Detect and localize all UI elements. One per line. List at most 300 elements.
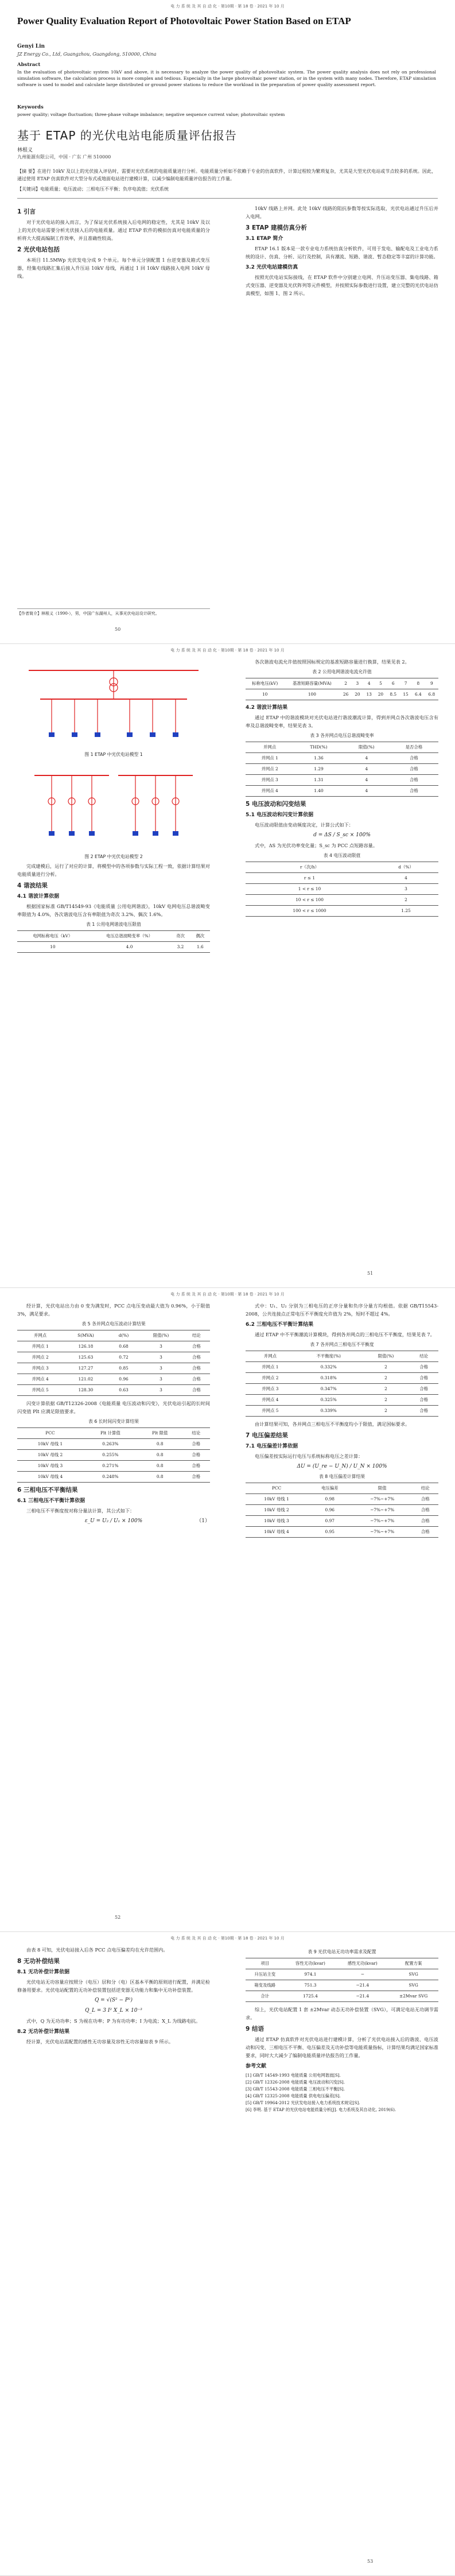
section-heading: 4.2 谐波计算结果 [246, 705, 288, 711]
table-cell: 100 < r ≤ 1000 [246, 906, 374, 917]
etap-model-figure-2 [17, 761, 210, 847]
page3-left-text-2 [17, 1399, 210, 1415]
table-cell: 100 [284, 689, 340, 700]
table-header-cell: 5 [375, 678, 386, 689]
table-row [246, 1406, 438, 1417]
table-7 [246, 1351, 438, 1417]
table-cell: 合格 [183, 1385, 210, 1396]
formula-line-reactive-loss: Q_L = 3 I² X_L × 10⁻³ [85, 2008, 142, 2014]
table-4 [246, 862, 438, 917]
table-header-cell: Plt 计算值 [83, 1428, 138, 1439]
page-number: 50 [115, 627, 121, 632]
table-9 [246, 1958, 438, 2002]
page3-right-text-1 [246, 1302, 438, 1339]
table-header-cell: 并网点 [17, 1330, 63, 1341]
table-cell: 0.8 [138, 1472, 182, 1483]
running-head: 电 力 系 统 及 其 自 动 化 · 第10期 · 第 18 卷 · 2021 年 10 月 [170, 1292, 285, 1297]
page3-right-column [246, 1302, 438, 1541]
english-keywords: power quality; voltage fluctuation; three-phase voltage imbalance; negative sequence current value; photovoltaic system [17, 112, 285, 117]
table-cell: SVG [388, 1980, 438, 1991]
author-footnote: 【作者简介】林根义（1990-），男，中国广东湖州人，从事光伏电站设计研究。 [17, 608, 210, 616]
table-cell: 8.5 [387, 689, 400, 700]
table-cell: 126.18 [63, 1341, 108, 1352]
table-cell: 2 [363, 1362, 410, 1373]
table-row [17, 1363, 210, 1374]
table-cell: 1.31 [294, 775, 343, 786]
table-header-cell: 结论 [409, 1351, 438, 1362]
table-cell: 合格 [182, 1461, 210, 1472]
table-cell: −7%~+7% [352, 1516, 413, 1527]
table-row [17, 1385, 210, 1396]
table-cell: r ≤ 1 [246, 873, 374, 884]
section-heading: 5.1 电压波动和闪变计算依据 [246, 812, 314, 818]
table-cell: 13 [363, 689, 375, 700]
table-header-cell: 4 [363, 678, 375, 689]
table-cell: 20 [375, 689, 386, 700]
formula-unbalance [17, 1517, 210, 1525]
table-cell: 3 [374, 884, 438, 895]
table-cell: 0.96 [308, 1505, 352, 1516]
etap-model-figure-1 [17, 659, 210, 745]
page4-left-column [17, 1946, 210, 2047]
table-cell: 并网点 2 [246, 764, 294, 775]
table-row [17, 1341, 210, 1352]
table-cell: 0.8 [138, 1439, 182, 1450]
table-cell: 合格 [390, 775, 438, 786]
page1-right-column [246, 204, 438, 298]
table-cell: 0.96 [108, 1374, 139, 1385]
paragraph: 本项目 11.5MWp 光伏发电分成 9 个单元。每个单元分别配置 1 台逆变器及箱式变压器，经集电线路汇集后接入升压站 10kV 母线，再通过 1 回 10kV 线路接入电网 10kV 母线。 [17, 257, 210, 279]
table-header-cell: 电网标称电压（kV） [17, 931, 88, 942]
table-cell: 1.6 [190, 942, 210, 953]
table-row [246, 786, 438, 797]
table-cell: 10 [17, 942, 88, 953]
running-head: 电 力 系 统 及 其 自 动 化 · 第10期 · 第 18 卷 · 2021 年 10 月 [170, 1936, 285, 1941]
table-cell: 2 [363, 1373, 410, 1384]
section-heading: 4.1 谐波计算依据 [17, 894, 60, 899]
table-cell: 4 [344, 753, 390, 764]
paragraph: 由表 8 可知，光伏电站接入后各 PCC 点电压偏差均在允许范围内。 [26, 1947, 168, 1953]
paragraph: 综上，光伏电站配置 1 套 ±2Mvar 动态无功补偿装置（SVG），可满足电站无功调节需求。 [246, 2007, 438, 2020]
table-row [17, 942, 210, 953]
table-row [246, 1384, 438, 1395]
table-header-cell: 偶次 [190, 931, 210, 942]
page-3 [0, 1288, 455, 1932]
reference-item: [1] GB/T 14549-1993 电能质量 公用电网谐波[S]. [246, 2073, 341, 2078]
section-heading: 7.1 电压偏差计算依据 [246, 1444, 298, 1449]
reference-item: [3] GB/T 15543-2008 电能质量 三相电压不平衡[S]. [246, 2086, 345, 2092]
table-header-cell: 8 [411, 678, 425, 689]
table-cell: 3 [139, 1374, 182, 1385]
table-cell: 合格 [390, 786, 438, 797]
section-heading: 6 三相电压不平衡结果 [17, 1487, 78, 1493]
section-heading: 4 谐波结果 [17, 882, 48, 889]
table-cell: 10kV 母线 3 [17, 1461, 83, 1472]
page-1 [0, 0, 455, 644]
table-cell: 0.271% [83, 1461, 138, 1472]
formula-reactive-power: Q = √(S² − P²) [94, 1997, 133, 2003]
table-cell: −7%~+7% [352, 1505, 413, 1516]
table-5-caption: 表 5 各并网点电压波动计算结果 [81, 1321, 146, 1326]
table-cell: −21.4 [336, 1980, 388, 1991]
section-heading: 8 无功补偿结果 [17, 1958, 60, 1965]
reference-item: [4] GB/T 12325-2008 电能质量 供电电压偏差[S]. [246, 2093, 341, 2098]
table-row [17, 1439, 210, 1450]
table-8 [246, 1483, 438, 1538]
figure-1-caption: 图 1 ETAP 中光伏电站模型 1 [84, 752, 143, 757]
table-cell: 1 < r ≤ 10 [246, 884, 374, 895]
table-cell: 合格 [182, 1439, 210, 1450]
table-cell: 4 [374, 873, 438, 884]
section-heading: 5 电压波动和闪变结果 [246, 801, 306, 808]
reference-item: [2] GB/T 12326-2008 电能质量 电压波动和闪变[S]. [246, 2080, 345, 2085]
table-header-cell: 9 [425, 678, 438, 689]
table-8-caption: 表 8 电压偏差计算结果 [318, 1474, 365, 1479]
table-cell: 3.2 [170, 942, 190, 953]
section-heading: 6.1 三相电压不平衡计算依据 [17, 1498, 85, 1504]
table-row [246, 884, 438, 895]
table-header-cell: PCC [246, 1483, 308, 1494]
table-header-cell: S(MVA) [63, 1330, 108, 1341]
page-2 [0, 644, 455, 1288]
table-cell: 并网点 4 [246, 786, 294, 797]
table-cell: 并网点 3 [246, 1384, 295, 1395]
chinese-keywords: 【关键词】电能质量；电压波动；三相电压不平衡；负序电流值；光伏系统 [17, 187, 169, 192]
section-heading: 8.1 无功补偿计算依据 [17, 1969, 70, 1975]
table-header-cell: 标称电压(kV) [246, 678, 284, 689]
page3-left-text-1 [17, 1302, 210, 1318]
table-header-cell: Plt 限值 [138, 1428, 182, 1439]
paragraph: 通过 ETAP 中的谐波模块对光伏电站进行谐波潮流计算，得到并网点各次谐波电压含有率及总谐波畸变率，结果见表 3。 [246, 715, 438, 728]
table-cell: 0.8 [138, 1450, 182, 1461]
table-cell: 10kV 母线 1 [246, 1494, 308, 1505]
page2-left-text [17, 862, 210, 918]
table-cell: 合格 [390, 764, 438, 775]
page-number: 51 [367, 1271, 374, 1276]
table-cell: 合格 [413, 1516, 438, 1527]
page2-right-column [246, 658, 438, 920]
table-9-caption: 表 9 光伏电站无功功率需求及配置 [308, 1949, 376, 1954]
table-header-cell: 7 [400, 678, 411, 689]
table-cell: 0.263% [83, 1439, 138, 1450]
table-header-cell: 限值(%) [363, 1351, 410, 1362]
data-table [246, 742, 438, 797]
table-header-cell: 电压偏差 [308, 1483, 352, 1494]
table-row [246, 1494, 438, 1505]
paragraph: 经计算，光伏电站需配置的感性无功容量及容性无功容量如表 9 所示。 [26, 2039, 174, 2044]
table-header-cell: 不平衡度(%) [295, 1351, 363, 1362]
table-header-cell: 并网点 [246, 742, 294, 753]
table-cell: − [336, 1969, 388, 1980]
page2-right-text-2 [246, 704, 438, 730]
table-cell: 0.95 [308, 1527, 352, 1538]
table-cell: 并网点 4 [246, 1395, 295, 1406]
table-cell: 0.68 [108, 1341, 139, 1352]
table-cell: 2 [363, 1395, 410, 1406]
reference-list [246, 2072, 438, 2113]
table-row [246, 1516, 438, 1527]
table-cell: 10kV 母线 3 [246, 1516, 308, 1527]
table-row [246, 753, 438, 764]
paragraph: 式中：U₁、U₂ 分别为三相电压的正序分量和负序分量方均根值。依据 GB/T15543-2008，公共连接点正常电压不平衡度允许值为 2%，短时不超过 4%。 [246, 1303, 438, 1317]
table-cell: 6.4 [411, 689, 425, 700]
table-cell: 6.8 [425, 689, 438, 700]
data-table [246, 678, 438, 700]
table-cell: 10kV 母线 2 [246, 1505, 308, 1516]
table-cell: 0.85 [108, 1363, 139, 1374]
table-cell: 751.3 [284, 1980, 336, 1991]
table-header-cell: 奇次 [170, 931, 190, 942]
table-cell: 1.40 [294, 786, 343, 797]
page-4 [0, 1932, 455, 2576]
table-cell: 合格 [183, 1352, 210, 1363]
table-header-cell: 基准短路容量(MVA) [284, 678, 340, 689]
table-7-caption: 表 7 各并网点三相电压不平衡度 [310, 1342, 374, 1347]
table-cell: 127.27 [63, 1363, 108, 1374]
english-abstract: In the evaluation of photovoltaic system 10kV and above, it is necessary to analyze the power quality of photovoltaic system. The power quality analysis does not rely on professional simulation software, the calculation process is more complex and tedious. Especially in the large photovoltaic power station, or in the system with many nodes. Therefore, ETAP simulation software is used to model and calculate large distributed or ground power stations to reduce the workload in the preparation of power quality assessment report. [17, 69, 436, 87]
table-cell: 1.36 [294, 753, 343, 764]
table-header-cell: 容性无功(kvar) [284, 1958, 336, 1969]
paragraph: 闪变计算依据 GB/T12326-2008《电能质量 电压波动和闪变》，光伏电站引起的长时间闪变值 Plt 应满足限值要求。 [17, 1400, 210, 1414]
table-cell: 并网点 2 [17, 1352, 63, 1363]
table-header-cell: 电压总谐波畸变率（%） [88, 931, 171, 942]
table-2-caption: 表 2 公用电网谐波电流允许值 [312, 669, 372, 674]
table-row [246, 1373, 438, 1384]
table-row [246, 764, 438, 775]
english-title: Power Quality Evaluation Report of Photovoltaic Power Station Based on ETAP [17, 15, 351, 26]
table-cell: 并网点 5 [246, 1406, 295, 1417]
table-row [246, 689, 438, 700]
chinese-author: 林根义 [17, 148, 33, 153]
table-cell: 10 < r ≤ 100 [246, 895, 374, 906]
table-cell: 20 [352, 689, 363, 700]
table-header-cell: 限值(%) [139, 1330, 182, 1341]
table-cell: 合格 [183, 1363, 210, 1374]
data-table [246, 862, 438, 917]
data-table [17, 1427, 210, 1483]
table-cell: 1.29 [294, 764, 343, 775]
section-heading: 2 光伏电站包括 [17, 246, 60, 253]
table-header-cell: 项目 [246, 1958, 284, 1969]
table-cell: 128.30 [63, 1385, 108, 1396]
table-header-cell: 6 [387, 678, 400, 689]
table-6 [17, 1427, 210, 1483]
page2-right-text-3 [246, 800, 438, 829]
table-cell: 0.72 [108, 1352, 139, 1363]
table-row [246, 873, 438, 884]
paragraph: 完成建模后，运行了对应的计算，将模型中的各项参数与实际工程一致，依据计算结果对电能质量进行分析。 [17, 863, 210, 877]
table-cell: 0.318% [295, 1373, 363, 1384]
page4-right-text [246, 2005, 438, 2070]
data-table [246, 1958, 438, 2002]
table-header-cell: THD(%) [294, 742, 343, 753]
table-cell: 10kV 母线 4 [246, 1527, 308, 1538]
table-cell: 4.0 [88, 942, 171, 953]
table-header-cell: 配置方案 [388, 1958, 438, 1969]
english-affiliation: JZ Energy Co., Ltd, Guangzhou, Guangdong, 510000, China [17, 52, 157, 57]
table-header-cell: 结论 [183, 1330, 210, 1341]
table-cell: 0.332% [295, 1362, 363, 1373]
section-heading: 8.2 无功补偿计算结果 [17, 2029, 70, 2035]
table-cell: 1.25 [374, 906, 438, 917]
data-table [246, 1351, 438, 1417]
table-cell: 并网点 1 [17, 1341, 63, 1352]
figure-2-caption: 图 2 ETAP 中光伏电站模型 2 [84, 854, 143, 859]
page-number: 52 [115, 1915, 121, 1920]
table-cell: 0.347% [295, 1384, 363, 1395]
table-cell: 0.255% [83, 1450, 138, 1461]
table-cell: 0.8 [138, 1461, 182, 1472]
table-cell: −7%~+7% [352, 1527, 413, 1538]
page2-right-text-1 [246, 658, 438, 666]
data-table [246, 1483, 438, 1538]
paragraph: 由计算结果可知，各并网点三相电压不平衡度均小于限值，满足国标要求。 [255, 1421, 410, 1427]
table-header-cell: PCC [17, 1428, 83, 1439]
table-header-cell: 3 [352, 678, 363, 689]
table-1 [17, 930, 210, 953]
section-heading: 3.2 光伏电站建模仿真 [246, 265, 298, 270]
section-heading: 参考文献 [246, 2063, 267, 2069]
table-cell: 4 [344, 775, 390, 786]
table-cell: 合格 [183, 1341, 210, 1352]
english-abstract-heading: Abstract [17, 62, 41, 68]
section-heading: 1 引言 [17, 208, 36, 215]
table-cell: 0.98 [308, 1494, 352, 1505]
table-row [17, 1461, 210, 1472]
table-cell: 4 [344, 786, 390, 797]
table-cell: 并网点 3 [246, 775, 294, 786]
paragraph: 10kV 线路上并网。此处 10kV 线路的阻抗参数等按实际选取，光伏电站通过升压后并入电网。 [246, 205, 438, 219]
table-row [246, 1362, 438, 1373]
table-cell: 合格 [409, 1362, 438, 1373]
page2-left-column [17, 658, 210, 956]
table-header-cell: 感性无功(kvar) [336, 1958, 388, 1969]
paragraph: ETAP 16.1 版本是一款专业电力系统仿真分析软件，可用于发电、输配电及工业电力系统的设计、仿真、分析、运行及控制，具有潮流、短路、谐波、暂态稳定等丰富的计算功能。 [246, 246, 438, 259]
table-cell: 15 [400, 689, 411, 700]
table-cell: SVG [388, 1969, 438, 1980]
table-cell: 并网点 4 [17, 1374, 63, 1385]
table-cell: 10kV 母线 1 [17, 1439, 83, 1450]
table-row [17, 1472, 210, 1483]
table-header-cell: r（次/h） [246, 862, 374, 873]
paragraph: 式中，ΔS 为光伏功率变化量；S_sc 为 PCC 点短路容量。 [255, 843, 378, 848]
data-table [17, 1330, 210, 1396]
table-cell: 0.339% [295, 1406, 363, 1417]
table-cell: 合格 [413, 1527, 438, 1538]
table-cell: 合计 [246, 1991, 284, 2002]
table-cell: 2 [374, 895, 438, 906]
paragraph: 通过 ETAP 仿真软件对光伏电站进行建模计算，分析了光伏电站接入后的谐波、电压波动和闪变、三相电压不平衡、电压偏差及无功补偿等电能质量指标，计算结果均满足国家标准要求，同时大大减少了编制电能质量评估报告的工作量。 [246, 2036, 438, 2058]
table-cell: 0.248% [83, 1472, 138, 1483]
table-header-cell: 是否合格 [390, 742, 438, 753]
table-row [246, 1980, 438, 1991]
page1-left-column [17, 204, 210, 281]
table-cell: 合格 [409, 1373, 438, 1384]
divider [17, 198, 438, 199]
table-cell: 974.1 [284, 1969, 336, 1980]
paragraph: 按照光伏电站实际接线，在 ETAP 软件中分别建立电网、升压站变压器、集电线路、箱式变压器、逆变器及光伏阵列等元件模型，并按照实际参数进行设置，建立完整的光伏电站仿真模型，如图 1、图 2 所示。 [246, 274, 438, 296]
table-cell: 121.02 [63, 1374, 108, 1385]
table-header-cell: d（%） [374, 862, 438, 873]
page4-left-text-2 [17, 2017, 210, 2046]
table-row [246, 1505, 438, 1516]
table-cell: 并网点 5 [17, 1385, 63, 1396]
table-row [246, 1527, 438, 1538]
table-cell: 10kV 母线 2 [17, 1450, 83, 1461]
table-row [246, 906, 438, 917]
table-cell: 3 [139, 1385, 182, 1396]
page-number: 53 [367, 2559, 374, 2564]
running-head: 电 力 系 统 及 其 自 动 化 · 第10期 · 第 18 卷 · 2021 年 10 月 [170, 648, 285, 653]
table-1-caption: 表 1 公用电网谐波电压限值 [86, 922, 141, 927]
paragraph: 光伏电站无功容量应按照分（电压）层和分（电）区基本平衡的原则进行配置，并满足检修备用要求。光伏电站配置的无功补偿装置包括逆变器无功能力和集中无功补偿装置。 [17, 1979, 210, 1993]
table-header-cell: 限值(%) [344, 742, 390, 753]
table-cell: −21.4 [336, 1991, 388, 2002]
table-cell: 0.97 [308, 1516, 352, 1527]
table-header-cell: 限值 [352, 1483, 413, 1494]
table-cell: 26 [340, 689, 352, 700]
table-cell: 合格 [413, 1505, 438, 1516]
table-cell: 10kV 母线 4 [17, 1472, 83, 1483]
paragraph: 式中，Q 为无功功率；S 为视在功率；P 为有功功率；I 为电流；X_L 为线路电抗。 [26, 2018, 201, 2024]
table-cell: 0.63 [108, 1385, 139, 1396]
paragraph: 电压波动限值由变动频度决定，计算公式如下： [255, 822, 353, 828]
paragraph: 电压偏差按实际运行电压与系统标称电压之差计算： [255, 1453, 363, 1459]
page3-left-column [17, 1302, 210, 1527]
page2-right-text-4 [246, 841, 438, 849]
table-cell: 合格 [182, 1450, 210, 1461]
table-cell: 箱变及线路 [246, 1980, 284, 1991]
table-cell: 3 [139, 1352, 182, 1363]
table-cell: 4 [344, 764, 390, 775]
table-cell: 合格 [409, 1406, 438, 1417]
table-cell: 合格 [183, 1374, 210, 1385]
reference-item: [5] GB/T 19964-2012 光伏发电站接入电力系统技术规定[S]. [246, 2100, 360, 2105]
table-6-caption: 表 6 长时间闪变计算结果 [88, 1419, 139, 1424]
paragraph: 三相电压不平衡度按对称分量法计算，其公式如下： [26, 1508, 135, 1514]
page3-left-text-3 [17, 1486, 210, 1515]
table-cell: 并网点 1 [246, 753, 294, 764]
table-cell: 3 [139, 1341, 182, 1352]
table-cell: 合格 [390, 753, 438, 764]
table-cell: 并网点 2 [246, 1373, 295, 1384]
english-keywords-heading: Keywords [17, 104, 44, 110]
table-row [246, 775, 438, 786]
table-row [17, 1374, 210, 1385]
table-cell: 3 [139, 1363, 182, 1374]
table-2 [246, 678, 438, 700]
table-cell: 并网点 1 [246, 1362, 295, 1373]
paragraph: 对于光伏电站的接入而言，为了保证光伏系统接入后电网的稳定性，尤其是 10kV 及以上的光伏电站需要分析光伏接入后的电能质量。通过 ETAP 软件的模拟仿真对电能质量的分析将大大提高编制工作效率，并且准确性较高。 [17, 219, 210, 241]
formula-voltage-deviation: ΔU = (U_re − U_N) / U_N × 100% [297, 1464, 387, 1469]
section-heading: 3 ETAP 建模仿真分析 [246, 224, 307, 231]
table-cell: 升压站主变 [246, 1969, 284, 1980]
table-cell: 0.325% [295, 1395, 363, 1406]
table-cell: 并网点 3 [17, 1363, 63, 1374]
paragraph: 经计算，光伏电站出力由 0 变为满发时，PCC 点电压变动最大值为 0.96%，小于限值 3%，满足要求。 [17, 1303, 210, 1317]
table-row [17, 1352, 210, 1363]
running-head: 电 力 系 统 及 其 自 动 化 · 第10期 · 第 18 卷 · 2021 年 10 月 [170, 4, 285, 9]
table-3-caption: 表 3 各并网点电压总谐波畸变率 [310, 733, 374, 738]
table-row [246, 1395, 438, 1406]
table-cell: 1725.4 [284, 1991, 336, 2002]
chinese-title: 基于 ETAP 的光伏电站电能质量评估报告 [17, 129, 237, 142]
table-cell: 合格 [182, 1472, 210, 1483]
table-cell: 125.63 [63, 1352, 108, 1363]
table-header-cell: 并网点 [246, 1351, 295, 1362]
english-author: Genyi Lin [17, 44, 45, 49]
page4-left-text-1 [17, 1946, 210, 1994]
